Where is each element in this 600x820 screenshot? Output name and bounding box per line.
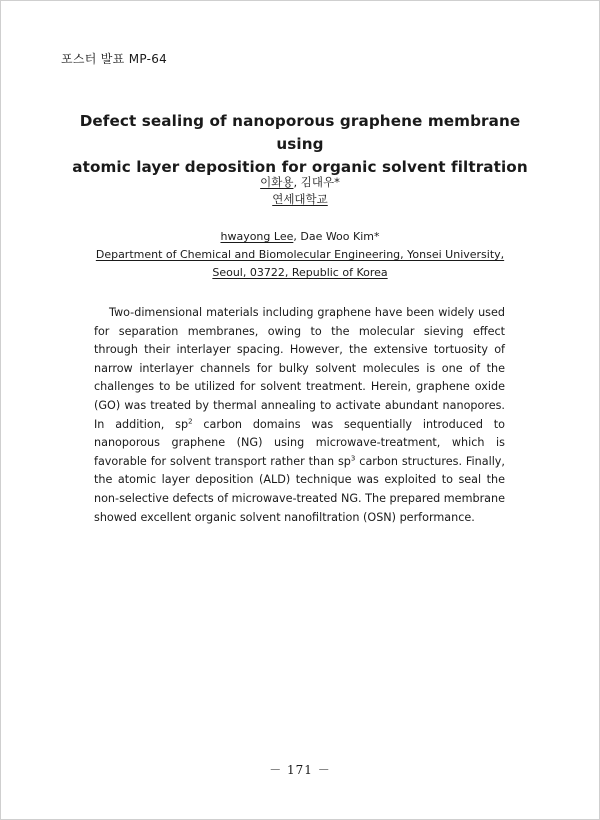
- page-number: － 171 －: [269, 763, 331, 777]
- korean-authors: [0, 174, 600, 191]
- sp3-superscript: 3: [350, 454, 356, 463]
- english-authors: [0, 228, 600, 246]
- paper-title: [60, 110, 540, 179]
- english-author-block: [0, 228, 600, 282]
- abstract-part-3: carbon structures. Finally, the atomic layer deposition (ALD) technique was exploited to seal the non-selective defects of microwave-treated NG. The prepared membrane showed excellent organic solvent nanofiltration (OSN) performance.: [94, 454, 505, 524]
- english-author-presenter: hwayong Lee: [220, 230, 294, 243]
- abstract-paragraph: [94, 304, 505, 527]
- korean-author-corresponding: 김대우*: [300, 175, 340, 189]
- english-affiliation-line-2: Seoul, 03722, Republic of Korea: [212, 266, 388, 279]
- session-label: 포스터 발표 MP-64: [61, 52, 168, 66]
- korean-affiliation: 연세대학교: [272, 192, 328, 206]
- english-author-rest: , Dae Woo Kim*: [293, 230, 380, 243]
- korean-author-block: [0, 174, 600, 208]
- korean-author-presenter: 이화용: [260, 175, 294, 189]
- abstract-part-2: carbon domains was sequentially introduced to nanoporous graphene (NG) using microwave-treatment, which is favorable for solvent transport rather than sp: [94, 417, 505, 468]
- title-line-2: atomic layer deposition for organic solvent filtration: [72, 158, 528, 176]
- sp2-superscript: 2: [188, 416, 193, 425]
- abstract-part-1: Two-dimensional materials including graphene have been widely used for separation membranes, owing to the molecular sieving effect through their interlayer spacing. However, the extensive tortuosity of narrow interlayer channels for bulky solvent molecules is one of the challenges to be utilized for solvent treatment. Herein, graphene oxide (GO) was treated by thermal annealing to activate abundant nanopores. In addition, sp: [94, 306, 505, 431]
- title-line-1: Defect sealing of nanoporous graphene membrane using: [79, 112, 521, 153]
- english-affiliation-line-1: Department of Chemical and Biomolecular Engineering, Yonsei University,: [95, 248, 505, 261]
- korean-author-separator: ,: [293, 175, 301, 189]
